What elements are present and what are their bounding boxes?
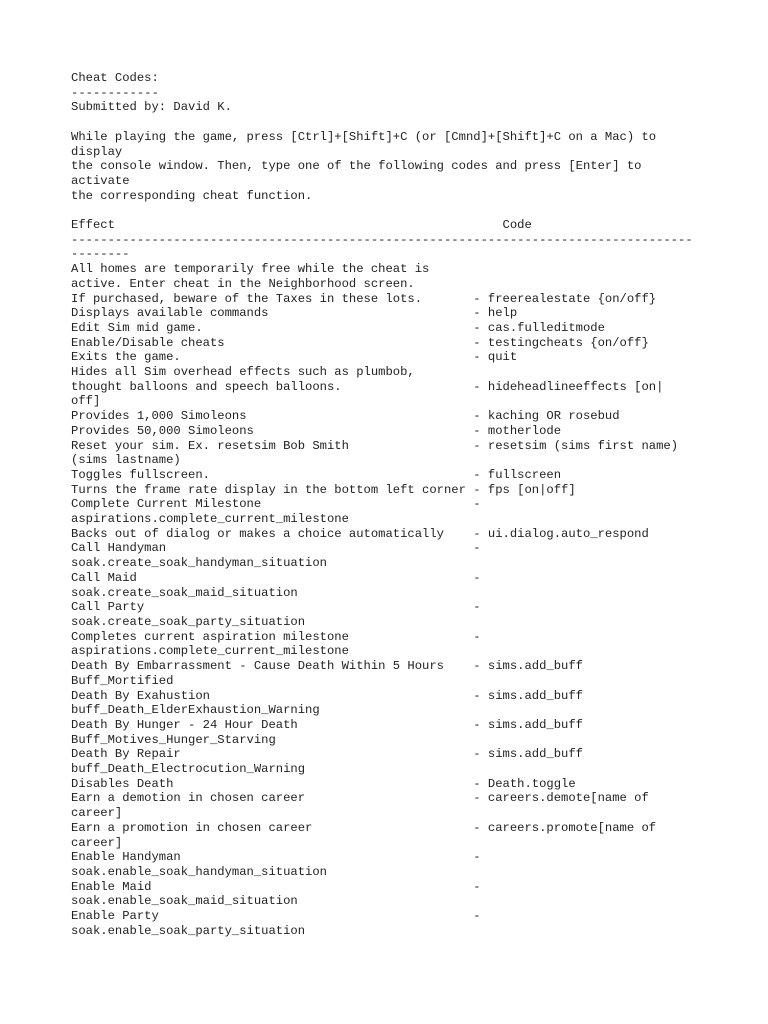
table-row: Death By Hunger - 24 Hour Death - sims.add_buff [71,717,583,732]
table-row: Toggles fullscreen. - fullscreen [71,467,562,482]
table-row: thought balloons and speech balloons. - hideheadlineeffects [on| [71,379,664,394]
table-row: buff_Death_ElderExhaustion_Warning [71,703,320,718]
table-row: Call Party - [71,600,481,615]
table-row: Call Handyman - [71,541,481,556]
table-row: Complete Current Milestone - [71,497,481,512]
submitted-by: Submitted by: David K. [71,100,232,115]
table-row: Hides all Sim overhead effects such as plumbob, [71,365,415,380]
table-header: Effect Code [71,218,532,232]
table-rule-continued: -------- [71,247,130,262]
table-row: soak.enable_soak_maid_situation [71,894,298,909]
table-row: Turns the frame rate display in the bottom left corner - fps [on|off] [71,482,576,497]
intro-line: activate [71,173,130,188]
table-row: (sims lastname) [71,453,181,468]
table-row: Buff_Motives_Hunger_Starving [71,732,276,747]
table-row: buff_Death_Electrocution_Warning [71,762,306,777]
table-row: Provides 1,000 Simoleons - kaching OR rosebud [71,409,620,424]
table-row: Displays available commands - help [71,306,518,321]
table-row: Enable/Disable cheats - testingcheats {on/off} [71,335,649,350]
table-row: Edit Sim mid game. - cas.fulleditmode [71,320,605,335]
table-row: soak.enable_soak_handyman_situation [71,864,327,879]
table-row: Enable Party - [71,909,481,924]
table-row: Reset your sim. Ex. resetsim Bob Smith - resetsim (sims first name) [71,438,679,453]
table-row: Death By Embarrassment - Cause Death Within 5 Hours - sims.add_buff [71,659,583,674]
table-row: All homes are temporarily free while the cheat is [71,262,430,277]
table-row: soak.create_soak_party_situation [71,614,306,629]
cheat-table [71,262,731,938]
table-row: Buff_Mortified [71,673,174,688]
intro-line: the console window. Then, type one of the following codes and press [Enter] to [71,159,642,174]
document-page [71,71,731,938]
table-rule: ------------------------------------------------------------------------------------- [71,232,693,247]
table-row: aspirations.complete_current_milestone [71,512,349,527]
table-row: career] [71,806,123,821]
table-row: Enable Maid - [71,879,481,894]
table-row: active. Enter cheat in the Neighborhood screen. [71,276,415,291]
table-row: soak.create_soak_maid_situation [71,585,298,600]
table-row: Call Maid - [71,570,481,585]
table-row: soak.enable_soak_party_situation [71,923,306,938]
table-row: Enable Handyman - [71,850,481,865]
document-title: Cheat Codes: [71,71,159,85]
intro-paragraph [71,130,731,204]
spacer [71,115,731,130]
intro-line: display [71,144,123,159]
table-row: Backs out of dialog or makes a choice automatically - ui.dialog.auto_respond [71,526,649,541]
table-row: If purchased, beware of the Taxes in these lots. - freerealestate {on/off} [71,291,657,306]
intro-line: the corresponding cheat function. [71,188,313,203]
table-row: Death By Repair - sims.add_buff [71,747,583,762]
table-row: Exits the game. - quit [71,350,518,365]
intro-line: While playing the game, press [Ctrl]+[Shift]+C (or [Cmnd]+[Shift]+C on a Mac) to [71,129,657,144]
table-row: soak.create_soak_handyman_situation [71,556,327,571]
table-row: Death By Exahustion - sims.add_buff [71,688,583,703]
table-row: Completes current aspiration milestone - [71,629,481,644]
spacer [71,203,731,218]
table-row: Provides 50,000 Simoleons - motherlode [71,423,562,438]
table-row: off] [71,394,101,409]
table-row: career] [71,835,123,850]
table-row: Earn a demotion in chosen career - careers.demote[name of [71,791,649,806]
table-row: Disables Death - Death.toggle [71,776,576,791]
table-row: aspirations.complete_current_milestone [71,644,349,659]
title-underline: ------------ [71,85,159,100]
table-row: Earn a promotion in chosen career - careers.promote[name of [71,820,657,835]
